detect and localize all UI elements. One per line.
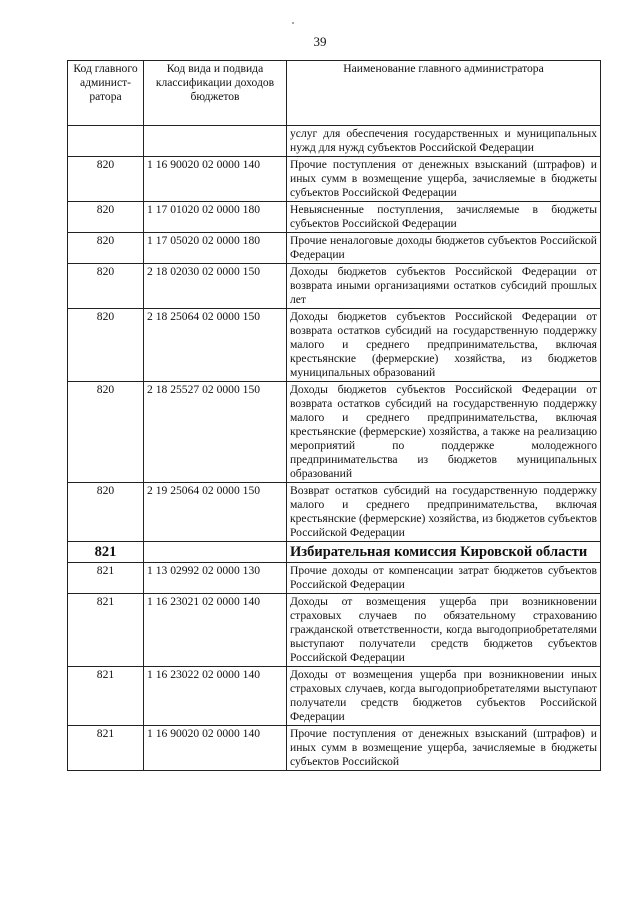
income-code-cell: 2 18 02030 02 0000 150 [144, 264, 287, 309]
income-code-cell [144, 126, 287, 157]
administrator-name-cell: Доходы бюджетов субъектов Российской Федерации от возврата остатков субсидий на государственную поддержку малого и среднего предпринимательства, включая крестьянские (фермерские) хозяйства, из бюджетов муниципальных образований [287, 309, 601, 382]
table-row [68, 726, 601, 771]
income-code-cell [144, 542, 287, 563]
admin-code-cell: 820 [68, 157, 144, 202]
admin-code-cell: 820 [68, 264, 144, 309]
table-row [68, 309, 601, 382]
admin-code-cell: 821 [68, 667, 144, 726]
table-row [68, 594, 601, 667]
income-code-cell: 1 13 02992 02 0000 130 [144, 563, 287, 594]
table-row [68, 126, 601, 157]
table-row [68, 157, 601, 202]
scan-speck [292, 22, 294, 24]
income-code-cell: 1 17 05020 02 0000 180 [144, 233, 287, 264]
administrator-name-cell: Прочие поступления от денежных взысканий (штрафов) и иных сумм в возмещение ущерба, зачисляемые в бюджеты субъектов Российской Федерации [287, 157, 601, 202]
administrator-name-cell: Прочие поступления от денежных взысканий (штрафов) и иных сумм в возмещение ущерба, зачисляемые в бюджеты субъектов Российской [287, 726, 601, 771]
table-row [68, 563, 601, 594]
admin-code-cell: 820 [68, 233, 144, 264]
table-row [68, 382, 601, 483]
page-number: 39 [313, 34, 327, 49]
income-code-cell: 1 16 23022 02 0000 140 [144, 667, 287, 726]
table-row [68, 233, 601, 264]
admin-code-cell [68, 126, 144, 157]
table-row [68, 202, 601, 233]
income-code-cell: 1 17 01020 02 0000 180 [144, 202, 287, 233]
income-code-cell: 1 16 90020 02 0000 140 [144, 157, 287, 202]
administrator-name-cell: Возврат остатков субсидий на государственную поддержку малого и среднего предпринимательства, включая крестьянские (фермерские) хозяйства, из бюджетов субъектов Российской Федерации [287, 483, 601, 542]
table-row [68, 483, 601, 542]
income-code-cell: 2 18 25064 02 0000 150 [144, 309, 287, 382]
admin-code-cell: 821 [68, 594, 144, 667]
administrator-name-cell: услуг для обеспечения государственных и муниципальных нужд для нужд субъектов Российской Федерации [287, 126, 601, 157]
income-code-cell: 2 19 25064 02 0000 150 [144, 483, 287, 542]
administrator-name-cell: Невыясненные поступления, зачисляемые в бюджеты субъектов Российской Федерации [287, 202, 601, 233]
income-administrators-table [67, 60, 601, 771]
administrator-name-cell: Доходы бюджетов субъектов Российской Федерации от возврата остатков субсидий на государственную поддержку малого и среднего предпринимательства, включая крестьянские (фермерские) хозяйства, а также на реализацию мероприятий по поддержке молодежного предпринимательства из бюджетов муниципальных образований [287, 382, 601, 483]
administrator-name-cell: Прочие доходы от компенсации затрат бюджетов субъектов Российской Федерации [287, 563, 601, 594]
admin-code-cell: 821 [68, 726, 144, 771]
admin-code-cell: 820 [68, 382, 144, 483]
administrator-name-cell: Избирательная комиссия Кировской области [287, 542, 601, 563]
table-row [68, 264, 601, 309]
header-income-code: Код вида и подвида классификации доходов бюджетов [144, 61, 287, 126]
income-code-cell: 2 18 25527 02 0000 150 [144, 382, 287, 483]
admin-code-cell: 820 [68, 309, 144, 382]
administrator-name-cell: Прочие неналоговые доходы бюджетов субъектов Российской Федерации [287, 233, 601, 264]
admin-code-cell: 820 [68, 483, 144, 542]
administrator-name-cell: Доходы от возмещения ущерба при возникновении иных страховых случаев, когда выгодоприобретателями выступают получатели средств бюджетов субъектов Российской Федерации [287, 667, 601, 726]
admin-code-cell: 820 [68, 202, 144, 233]
table-group-row [68, 542, 601, 563]
header-admin-code: Код главного админист-ратора [68, 61, 144, 126]
table-row [68, 667, 601, 726]
administrator-name-cell: Доходы от возмещения ущерба при возникновении страховых случаев по обязательному страхованию гражданской ответственности, когда выгодоприобретателями выступают получатели средств бюджетов субъектов Российской Федерации [287, 594, 601, 667]
administrator-name-cell: Доходы бюджетов субъектов Российской Федерации от возврата иными организациями остатков субсидий прошлых лет [287, 264, 601, 309]
income-code-cell: 1 16 90020 02 0000 140 [144, 726, 287, 771]
admin-code-cell: 821 [68, 542, 144, 563]
admin-code-cell: 821 [68, 563, 144, 594]
table-body [68, 126, 601, 771]
table-header-row [68, 61, 601, 126]
income-code-cell: 1 16 23021 02 0000 140 [144, 594, 287, 667]
header-administrator-name: Наименование главного администратора [287, 61, 601, 126]
